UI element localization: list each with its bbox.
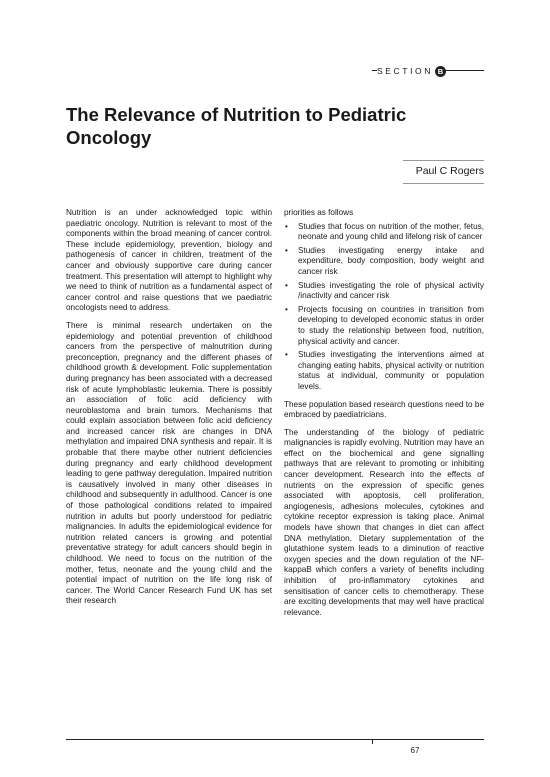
author-name: Paul C Rogers <box>415 165 484 177</box>
list-item-text: Studies investigating the interventions aimed at changing eating habits, physical activity or nutrition status at individual, community or population levels. <box>298 350 484 391</box>
paragraph: Nutrition is an under acknowledged topic within paediatric oncology. Nutrition is relevant to most of the components within the broad meaning of cancer control. These include epidemiology, prevention, biology and pathogenesis of cancer in children, treatment of the cancer and obviously supportive care during cancer treatment. This presentation will attempt to highlight why we need to think of nutrition as a fundamental aspect of cancer control and raise questions that we paediatric oncologists need to address. <box>66 208 272 313</box>
list-item <box>284 350 484 392</box>
section-letter-badge: B <box>435 66 446 77</box>
list-item-text: Studies investigating energy intake and expenditure, body composition, body weight and cancer risk <box>298 245 484 276</box>
list-item <box>284 222 484 243</box>
footer-rule-tab <box>372 739 373 744</box>
list-item <box>284 281 484 302</box>
author-rule-top <box>403 160 484 161</box>
bullet-icon: • <box>285 221 288 231</box>
page-number: 67 <box>410 746 420 755</box>
list-item <box>284 246 484 278</box>
list-item-text: Studies that focus on nutrition of the mother, fetus, neonate and young child and lifelong risk of cancer <box>298 221 484 242</box>
article-title: The Relevance of Nutrition to Pediatric Oncology <box>66 104 407 148</box>
footer-rule <box>66 739 484 740</box>
priorities-list <box>284 222 484 393</box>
paragraph: The understanding of the biology of pediatric malignancies is rapidly evolving. Nutrition may have an effect on the biochemical and gene signalling pathways that are relevant to promoting or inhibiting cancer development. Research into the effects of nutrients on the expression of specific genes associated with apoptosis, cell proliferation, angiogenesis, adhesions molecules, cytokines and cytokine receptor expression is taking place. Animal models have shown that changes in diet can affect DNA methylation. Dietary supplementation of the glutathione system leads to a diminution of reactive oxygen species and the down regulation of the NF-kappaB which confers a variety of benefits including inhibition of pro-inflammatory cytokines and sensitisation of cancer cells to chemotherapy. These are exciting developments that may well have practical relevance. <box>284 427 484 617</box>
list-item-text: Studies investigating the role of physical activity /inactivity and cancer risk <box>298 280 484 301</box>
list-item <box>284 305 484 347</box>
bullet-icon: • <box>285 280 288 290</box>
section-label: SECTION <box>377 66 436 80</box>
paragraph: These population based research questions need to be embraced by paediatricians. <box>284 399 484 420</box>
bullet-icon: • <box>285 350 288 360</box>
bullet-icon: • <box>285 304 288 314</box>
left-column <box>66 208 272 614</box>
paragraph: There is minimal research undertaken on the epidemiology and potential prevention of childhood cancers from the perspective of malnutrition during preconception, pregnancy and the different phases of childhood growth & development. Folic supplementation during pregnancy has been associated with a decreased risk of acute lymphoblastic leukemia. There is possibly an association of folic acid deficiency with neuroblastoma and brain tumors. Mechanisms that could explain association between folic acid deficiency and increased cancer risk are changes in DNA methylation and impaired DNA synthesis and repair. It is probable that there maybe other nutrient deficiencies during pregnancy and early childhood development leading to gene pathway deregulation. Impaired nutrition is causatively involved in many other diseases in childhood and subsequently in adulthood. Cancer is one of those pathological conditions related to impaired nutrition in adults but poorly understood for pediatric malignancies. In adults the epidemiological evidence for nutrition related cancers is growing and potential preventative strategy for adult cancers should begin in childhood. We need to focus on the nutrition of the mother, fetus, neonate and the young child and the potential impact of nutrition on the life long risk of cancer. The World Cancer Research Fund UK has set their research <box>66 320 272 606</box>
right-column <box>284 208 484 625</box>
list-item-text: Projects focusing on countries in transition from developing to developed economic status in order to study the relationship between food, nutrition, physical activity and cancer. <box>298 304 484 346</box>
bullet-icon: • <box>285 245 288 255</box>
paragraph-intro: priorities as follows <box>284 208 354 217</box>
author-rule-bottom <box>403 183 484 184</box>
